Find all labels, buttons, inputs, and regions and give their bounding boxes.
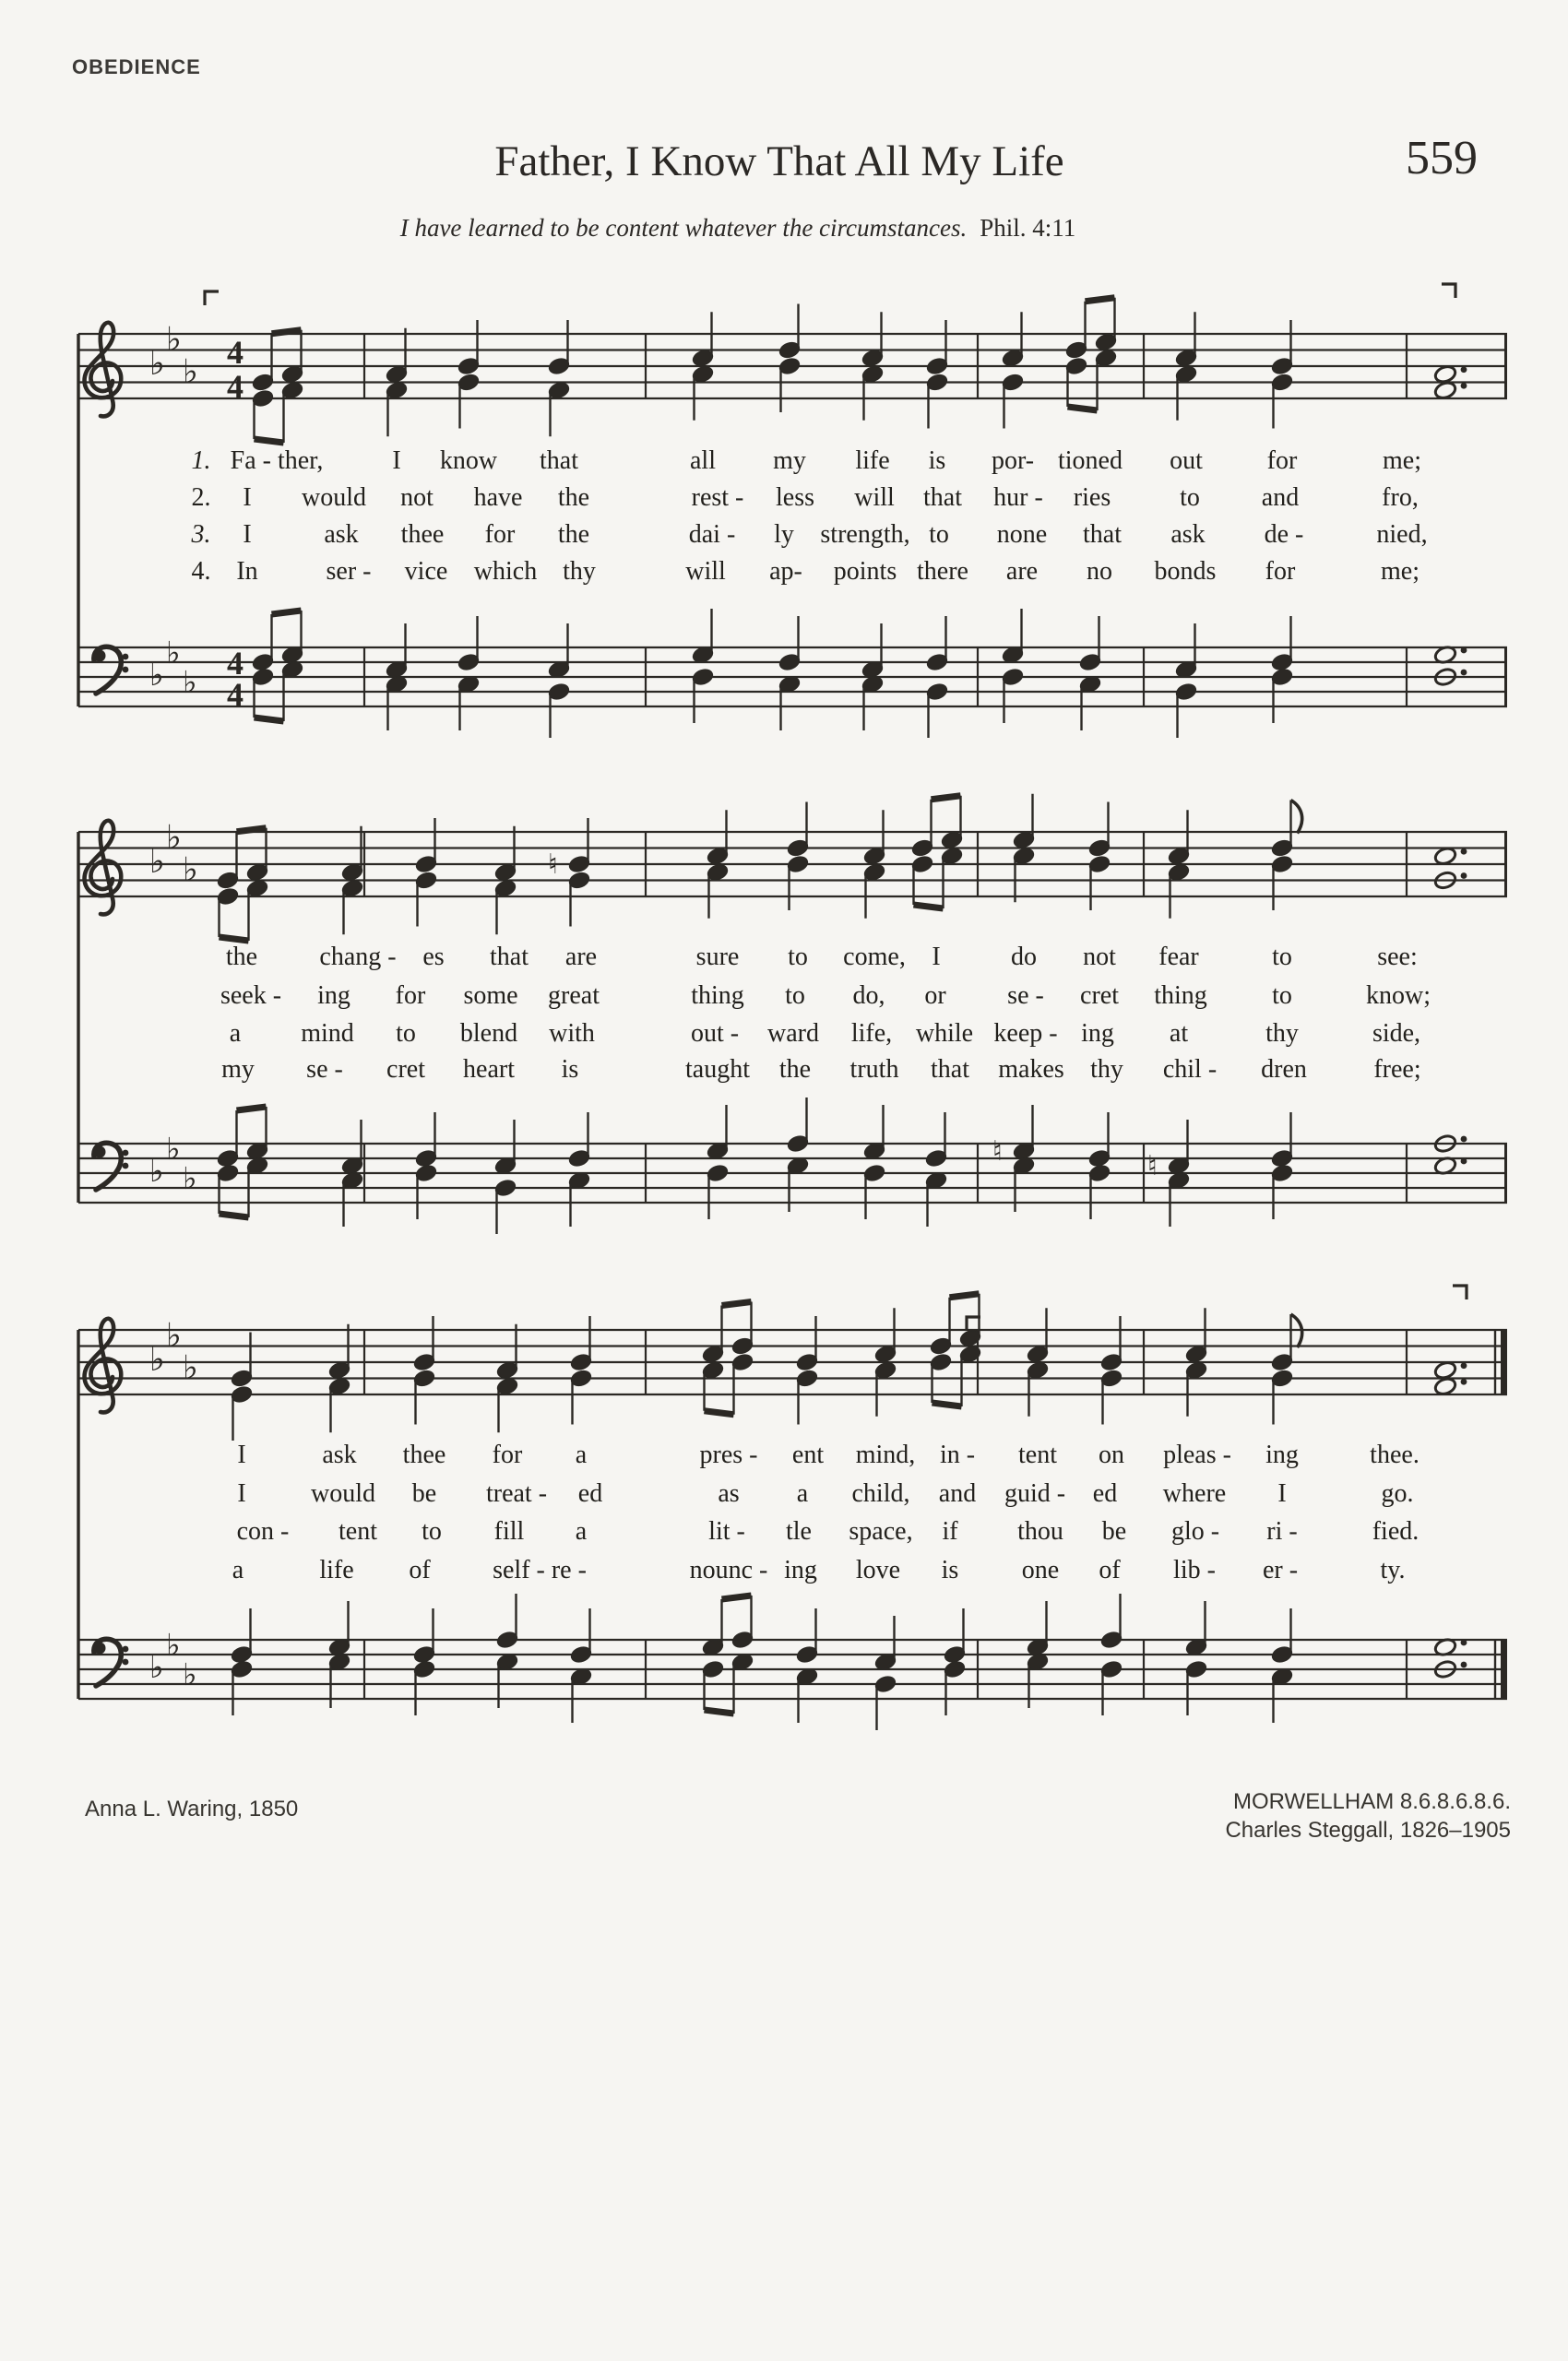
lyric-token: 3.: [191, 520, 211, 549]
lyric-token: are: [1005, 557, 1039, 586]
lyric-token: thee: [402, 1441, 446, 1469]
bass-clef-icon: [94, 647, 129, 694]
lyric-token: know;: [1366, 981, 1431, 1010]
lyric-token: chil -: [1162, 1055, 1218, 1084]
lyric-token: is: [928, 446, 946, 475]
svg-text:♮: ♮: [548, 848, 558, 881]
music-system-3: [78, 1286, 1507, 1730]
lyric-token: all: [690, 446, 716, 475]
lyric-token: heart: [463, 1055, 515, 1084]
scripture-citation: Phil. 4:11: [980, 214, 1076, 242]
lyric-token: thy: [1265, 1019, 1299, 1048]
lyric-token: points: [833, 557, 897, 586]
lyric-token: seek -: [220, 981, 282, 1010]
lyric-token: mind,: [855, 1441, 916, 1469]
lyric-token: do,: [852, 981, 885, 1010]
lyric-token: ries: [1073, 483, 1111, 512]
lyric-token: ward: [767, 1019, 819, 1048]
lyric-token: not: [1083, 943, 1116, 971]
lyric-token: rest -: [691, 483, 744, 512]
svg-text:♭: ♭: [149, 657, 164, 693]
lyric-token: cret: [386, 1055, 425, 1084]
lyric-token: that: [490, 943, 529, 971]
lyric-token: do: [1011, 943, 1037, 971]
svg-text:♭: ♭: [183, 1160, 197, 1196]
svg-text:♭: ♭: [183, 1348, 198, 1387]
lyric-token: go.: [1381, 1479, 1414, 1508]
hymn-number: 559: [1406, 132, 1478, 184]
lyric-token: ent: [791, 1441, 825, 1469]
lyric-token: see:: [1377, 943, 1418, 971]
lyric-token: fill: [493, 1517, 525, 1546]
lyric-token: thy: [1090, 1055, 1123, 1084]
music-system-2: [78, 794, 1507, 1234]
lyric-token: me;: [1383, 446, 1421, 475]
lyric-token: fied.: [1372, 1517, 1420, 1546]
lyric-token: which: [473, 557, 538, 586]
lyric-token: to: [785, 981, 805, 1010]
lyric-token: fro,: [1382, 483, 1419, 512]
lyric-token: not: [400, 483, 434, 512]
lyric-token: the: [225, 943, 258, 971]
lyric-token: to: [1272, 981, 1292, 1010]
svg-text:♭: ♭: [183, 1656, 197, 1692]
lyric-token: thou: [1017, 1517, 1063, 1546]
lyric-token: where: [1162, 1479, 1227, 1508]
lyric-token: a: [232, 1556, 244, 1584]
lyric-token: my: [221, 1055, 255, 1084]
lyric-token: are: [564, 943, 598, 971]
svg-text:♭: ♭: [149, 843, 165, 881]
lyric-token: the: [557, 520, 590, 549]
lyric-token: ly: [774, 520, 794, 549]
lyric-token: thy: [563, 557, 596, 586]
lyric-token: space,: [849, 1517, 913, 1546]
lyric-token: se -: [306, 1055, 343, 1084]
svg-text:♭: ♭: [183, 352, 198, 391]
lyric-token: 2.: [191, 483, 211, 512]
lyric-token: guid -: [1004, 1479, 1066, 1508]
lyric-token: I: [243, 483, 252, 512]
tune-credit: [1225, 1787, 1511, 1845]
lyric-token: self - re -: [493, 1556, 587, 1584]
treble-clef-icon: [85, 323, 122, 417]
lyric-token: sure: [695, 943, 740, 971]
lyric-token: to: [1272, 943, 1292, 971]
lyric-token: be: [411, 1479, 437, 1508]
lyric-token: out: [1170, 446, 1203, 475]
lyric-token: in -: [939, 1441, 976, 1469]
lyric-token: life: [855, 446, 890, 475]
hymn-title: Father, I Know That All My Life: [494, 137, 1064, 185]
lyric-token: child,: [851, 1479, 910, 1508]
lyric-token: me;: [1381, 557, 1420, 586]
bass-clef-icon: [94, 1143, 129, 1190]
lyric-token: a: [575, 1517, 588, 1546]
lyric-token: that: [540, 446, 578, 475]
lyric-token: that: [923, 483, 962, 512]
lyric-token: fear: [1158, 943, 1199, 971]
lyric-token: a: [796, 1479, 809, 1508]
lyric-token: for: [484, 520, 516, 549]
lyric-token: I: [237, 1479, 246, 1508]
lyric-token: side,: [1372, 1019, 1421, 1048]
lyric-token: life: [319, 1556, 354, 1584]
bass-clef-icon: [94, 1639, 129, 1686]
lyric-token: ing: [784, 1556, 817, 1584]
lyric-token: is: [941, 1556, 959, 1584]
lyric-token: have: [473, 483, 523, 512]
lyric-token: for: [395, 981, 426, 1010]
lyric-token: ing: [1265, 1441, 1299, 1469]
lyric-token: pleas -: [1163, 1441, 1231, 1469]
lyric-token: at: [1169, 1019, 1189, 1048]
svg-text:♮: ♮: [992, 1135, 1003, 1168]
lyric-token: for: [1265, 557, 1296, 586]
lyric-token: thee.: [1370, 1441, 1420, 1469]
lyric-token: ask: [1170, 520, 1206, 549]
lyric-token: while: [915, 1019, 974, 1048]
lyric-token: the: [778, 1055, 812, 1084]
lyric-token: my: [773, 446, 806, 475]
lyric-token: the: [557, 483, 590, 512]
lyric-token: ser -: [326, 557, 372, 586]
svg-text:♭: ♭: [166, 635, 181, 670]
lyric-token: Fa - ther,: [230, 446, 324, 475]
lyric-token: great: [548, 981, 600, 1010]
lyric-token: chang -: [319, 943, 397, 971]
lyric-token: tent: [1018, 1441, 1057, 1469]
lyric-token: strength,: [820, 520, 910, 549]
lyric-token: love: [855, 1556, 901, 1584]
svg-text:♭: ♭: [166, 1316, 182, 1355]
lyric-token: or: [924, 981, 946, 1010]
svg-text:♭: ♭: [166, 1131, 181, 1167]
composer-credit: Charles Steggall, 1826–1905: [1225, 1818, 1511, 1843]
lyric-token: some: [463, 981, 518, 1010]
lyric-token: there: [917, 557, 968, 586]
author-credit: Anna L. Waring, 1850: [85, 1797, 299, 1821]
lyric-token: taught: [685, 1055, 750, 1084]
lyric-token: lib -: [1173, 1556, 1216, 1584]
page-category-label: OBEDIENCE: [72, 55, 201, 78]
lyric-token: bonds: [1154, 557, 1217, 586]
lyric-token: to: [396, 1019, 416, 1048]
lyric-token: and: [938, 1479, 977, 1508]
lyric-token: truth: [849, 1055, 899, 1084]
lyric-token: hur -: [993, 483, 1043, 512]
lyric-token: In: [236, 557, 258, 586]
lyric-token: I: [1277, 1479, 1287, 1508]
lyric-token: is: [561, 1055, 579, 1084]
lyric-token: life,: [850, 1019, 893, 1048]
lyric-token: none: [996, 520, 1048, 549]
svg-text:♭: ♭: [166, 818, 182, 857]
svg-text:♭: ♭: [149, 1649, 164, 1685]
svg-text:4: 4: [227, 645, 244, 682]
lyric-token: I: [237, 1441, 246, 1469]
lyric-token: dren: [1261, 1055, 1307, 1084]
lyric-token: a: [229, 1019, 242, 1048]
lyric-token: tle: [786, 1517, 812, 1546]
lyric-token: for: [1266, 446, 1298, 475]
treble-clef-icon: [85, 1319, 122, 1413]
lyric-token: out -: [690, 1019, 740, 1048]
lyric-token: for: [492, 1441, 523, 1469]
lyric-token: I: [243, 520, 252, 549]
svg-text:♭: ♭: [166, 1627, 181, 1663]
svg-text:♭: ♭: [183, 664, 197, 700]
lyric-token: glo -: [1170, 1517, 1220, 1546]
lyric-token: makes: [998, 1055, 1064, 1084]
lyric-token: vice: [404, 557, 448, 586]
lyric-token: I: [932, 943, 941, 971]
lyric-token: will: [854, 483, 895, 512]
lyric-token: and: [1261, 483, 1300, 512]
lyric-token: nounc -: [689, 1556, 768, 1584]
lyric-token: 1.: [191, 446, 211, 475]
tune-name: MORWELLHAM 8.6.8.6.8.6.: [1232, 1789, 1511, 1814]
lyric-token: free;: [1373, 1055, 1421, 1084]
scripture-quote: I have learned to be content whatever the circumstances.: [399, 214, 968, 242]
lyric-token: treat -: [485, 1479, 548, 1508]
svg-text:♭: ♭: [183, 850, 198, 889]
lyric-token: por-: [991, 446, 1035, 475]
lyric-token: thing: [1154, 981, 1207, 1010]
lyric-token: that: [1083, 520, 1122, 549]
lyric-token: would: [302, 483, 366, 512]
lyric-token: se -: [1007, 981, 1044, 1010]
svg-text:4: 4: [227, 368, 244, 405]
lyric-token: keep -: [993, 1019, 1058, 1048]
lyric-token: tent: [339, 1517, 377, 1546]
lyric-token: ing: [317, 981, 350, 1010]
lyric-token: to: [1180, 483, 1200, 512]
lyric-token: ing: [1081, 1019, 1114, 1048]
lyric-token: thee: [400, 520, 445, 549]
lyric-token: ask: [324, 520, 359, 549]
lyric-token: pres -: [699, 1441, 758, 1469]
lyric-token: dai -: [688, 520, 736, 549]
lyric-token: ed: [1092, 1479, 1118, 1508]
lyric-token: of: [409, 1556, 431, 1584]
lyric-token: thing: [691, 981, 744, 1010]
svg-text:♮: ♮: [1147, 1150, 1158, 1182]
svg-text:♭: ♭: [149, 345, 165, 383]
lyric-token: on: [1099, 1441, 1124, 1469]
lyric-token: lit -: [708, 1517, 745, 1546]
lyric-token: to: [788, 943, 808, 971]
lyric-token: tioned: [1058, 446, 1123, 475]
lyric-token: mind: [301, 1019, 354, 1048]
lyric-token: come,: [843, 943, 906, 971]
lyric-token: ed: [577, 1479, 603, 1508]
lyric-token: if: [942, 1517, 958, 1546]
lyric-token: es: [422, 943, 445, 971]
svg-text:♭: ♭: [149, 1153, 164, 1189]
treble-clef-icon: [85, 821, 122, 915]
svg-text:4: 4: [227, 676, 244, 713]
lyric-token: ty.: [1380, 1556, 1406, 1584]
lyric-token: that: [931, 1055, 969, 1084]
svg-text:♭: ♭: [149, 1341, 165, 1379]
lyric-token: 4.: [191, 557, 211, 586]
lyric-token: ri -: [1266, 1517, 1298, 1546]
lyric-token: less: [776, 483, 814, 512]
lyric-token: a: [575, 1441, 588, 1469]
svg-text:♭: ♭: [166, 320, 182, 359]
lyric-token: with: [549, 1019, 595, 1048]
lyric-token: blend: [459, 1019, 518, 1048]
lyric-token: know: [439, 446, 498, 475]
lyric-token: to: [422, 1517, 442, 1546]
lyric-token: ask: [322, 1441, 357, 1469]
lyric-token: nied,: [1376, 520, 1428, 549]
lyric-token: con -: [236, 1517, 290, 1546]
lyric-token: ap-: [769, 557, 802, 586]
lyric-token: be: [1101, 1517, 1127, 1546]
lyric-token: will: [685, 557, 726, 586]
lyric-token: de -: [1264, 520, 1304, 549]
lyric-token: as: [718, 1479, 740, 1508]
lyric-token: no: [1087, 557, 1112, 586]
lyric-token: er -: [1262, 1556, 1299, 1584]
svg-text:4: 4: [227, 334, 244, 371]
lyric-token: one: [1021, 1556, 1060, 1584]
lyric-token: I: [392, 446, 401, 475]
lyric-token: of: [1099, 1556, 1121, 1584]
lyric-token: cret: [1080, 981, 1119, 1010]
lyric-token: would: [311, 1479, 375, 1508]
lyric-token: to: [929, 520, 949, 549]
